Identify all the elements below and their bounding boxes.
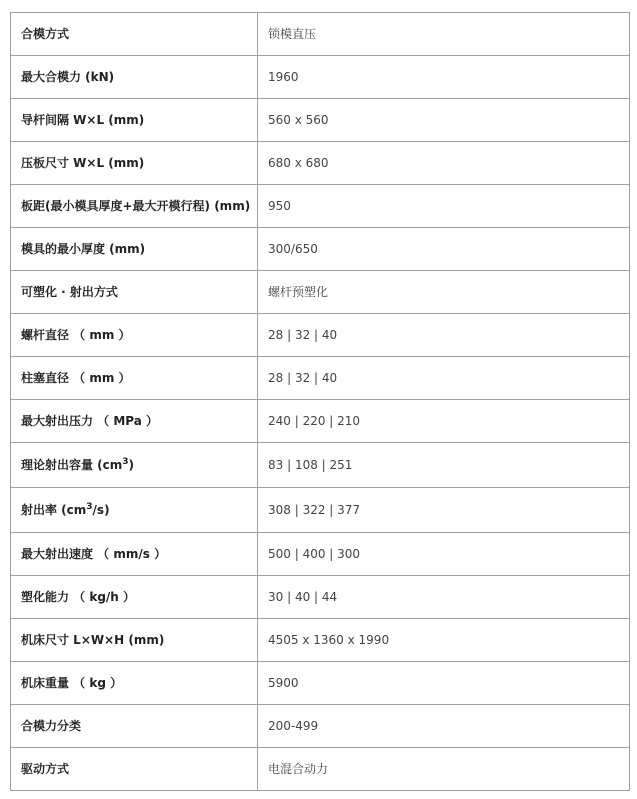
row-value: 200-499 xyxy=(258,705,630,748)
superscript: 3 xyxy=(86,502,93,512)
row-value: 30 | 40 | 44 xyxy=(258,576,630,619)
table-row xyxy=(11,228,630,271)
superscript: 3 xyxy=(122,457,129,467)
row-label: 螺杆直径 （ mm ） xyxy=(11,314,258,357)
row-label: 机床尺寸 L×W×H (mm) xyxy=(11,619,258,662)
row-value: 950 xyxy=(258,185,630,228)
row-label: 板距(最小模具厚度+最大开模行程) (mm) xyxy=(11,185,258,228)
table-row xyxy=(11,357,630,400)
row-value: 300/650 xyxy=(258,228,630,271)
row-value: 电混合动力 xyxy=(258,748,630,791)
table-row xyxy=(11,56,630,99)
row-value: 308 | 322 | 377 xyxy=(258,488,630,533)
row-label xyxy=(11,488,258,533)
label-text: ) xyxy=(128,458,135,472)
label-text: 理论射出容量 (cm xyxy=(21,458,123,472)
table-row xyxy=(11,400,630,443)
row-value: 560 x 560 xyxy=(258,99,630,142)
row-label xyxy=(11,443,258,488)
row-label: 塑化能力 （ kg/h ） xyxy=(11,576,258,619)
spec-table xyxy=(10,12,630,791)
row-label: 最大合模力 (kN) xyxy=(11,56,258,99)
row-value: 28 | 32 | 40 xyxy=(258,314,630,357)
row-label: 柱塞直径 （ mm ） xyxy=(11,357,258,400)
row-label: 机床重量 （ kg ） xyxy=(11,662,258,705)
table-row xyxy=(11,748,630,791)
row-value: 83 | 108 | 251 xyxy=(258,443,630,488)
row-value: 240 | 220 | 210 xyxy=(258,400,630,443)
table-row xyxy=(11,142,630,185)
table-row xyxy=(11,314,630,357)
row-label: 压板尺寸 W×L (mm) xyxy=(11,142,258,185)
row-label: 模具的最小厚度 (mm) xyxy=(11,228,258,271)
table-row xyxy=(11,619,630,662)
row-value: 螺杆预塑化 xyxy=(258,271,630,314)
table-row xyxy=(11,271,630,314)
row-label: 最大射出速度 （ mm/s ） xyxy=(11,533,258,576)
row-label: 导杆间隔 W×L (mm) xyxy=(11,99,258,142)
label-text: 射出率 (cm xyxy=(21,503,87,517)
row-value: 5900 xyxy=(258,662,630,705)
row-value: 4505 x 1360 x 1990 xyxy=(258,619,630,662)
row-value: 500 | 400 | 300 xyxy=(258,533,630,576)
row-label: 最大射出压力 （ MPa ） xyxy=(11,400,258,443)
row-value: 锁模直压 xyxy=(258,13,630,56)
row-value: 1960 xyxy=(258,56,630,99)
table-row xyxy=(11,533,630,576)
table-row xyxy=(11,705,630,748)
row-label: 驱动方式 xyxy=(11,748,258,791)
table-row xyxy=(11,185,630,228)
table-row xyxy=(11,488,630,533)
table-row xyxy=(11,576,630,619)
row-value: 680 x 680 xyxy=(258,142,630,185)
row-label: 合模方式 xyxy=(11,13,258,56)
row-label: 可塑化 · 射出方式 xyxy=(11,271,258,314)
table-row xyxy=(11,13,630,56)
table-row xyxy=(11,662,630,705)
table-row xyxy=(11,99,630,142)
label-text: /s) xyxy=(92,503,110,517)
row-label: 合模力分类 xyxy=(11,705,258,748)
row-value: 28 | 32 | 40 xyxy=(258,357,630,400)
table-row xyxy=(11,443,630,488)
